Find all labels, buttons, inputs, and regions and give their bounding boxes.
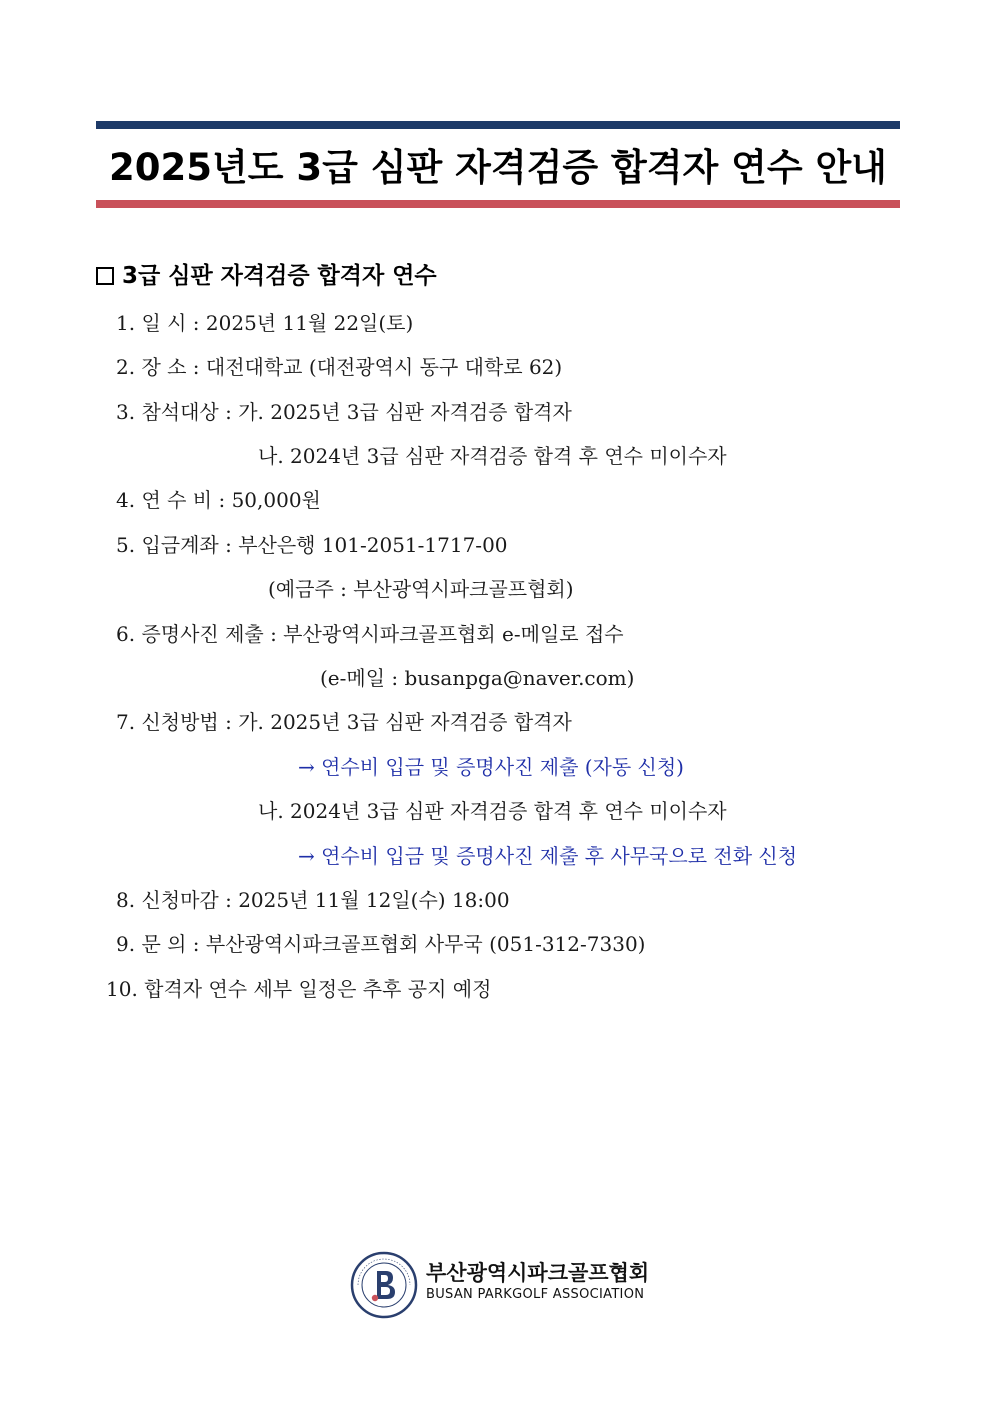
item-photo [116,617,624,651]
item-apply-label: 7. 신청방법 : [116,710,232,734]
item-account-holder-text: (예금주 : 부산광역시파크골프협회) [268,577,574,601]
item-account-label: 5. 입금계좌 : [116,533,232,557]
item-apply-value-b: 나. 2024년 3급 심판 자격검증 합격 후 연수 미이수자 [258,799,727,823]
item-date-label: 1. 일 시 : [116,311,200,335]
item-venue [116,350,562,384]
square-bullet-icon [96,267,114,285]
item-attendees-value-b: 나. 2024년 3급 심판 자격검증 합격 후 연수 미이수자 [258,444,727,468]
org-name-ko: 부산광역시파크골프협회 [426,1261,650,1285]
item-deadline [116,883,510,917]
item-date-value: 2025년 11월 22일(토) [205,311,414,335]
item-attendees-label: 3. 참석대상 : [116,400,232,424]
title-bottom-rule [96,200,900,208]
item-schedule-note-text: 10. 합격자 연수 세부 일정은 추후 공지 예정 [106,977,492,1001]
item-apply-arrow-a [298,750,684,784]
section-heading [96,258,437,294]
item-venue-value: 대전대학교 (대전광역시 동구 대학로 62) [205,355,563,379]
item-attendees [116,395,572,429]
item-apply [116,705,572,739]
item-account-holder [268,572,574,606]
item-photo-label: 6. 증명사진 제출 : [116,622,277,646]
page-title: 2025년도 3급 심판 자격검증 합격자 연수 안내 [109,146,887,189]
org-logo [350,1251,650,1321]
section-heading-text: 3급 심판 자격검증 합격자 연수 [122,263,437,289]
item-apply-arrow-a-text: → 연수비 입금 및 증명사진 제출 (자동 신청) [298,755,684,779]
item-account [116,528,508,562]
item-fee-value: 50,000원 [231,488,321,512]
item-photo-value: 부산광역시파크골프협회 e-메일로 접수 [283,622,624,646]
item-date [116,306,413,340]
title-top-rule [96,121,900,129]
item-attendees-b [258,439,727,473]
item-photo-email [320,661,634,695]
item-deadline-label: 8. 신청마감 : [116,888,232,912]
item-photo-email-text: (e-메일 : busanpga@naver.com) [320,666,635,690]
item-attendees-value-a: 가. 2025년 3급 심판 자격검증 합격자 [238,400,572,424]
item-apply-value-a: 가. 2025년 3급 심판 자격검증 합격자 [238,710,572,734]
item-contact-value: 부산광역시파크골프협회 사무국 (051-312-7330) [205,932,646,956]
org-name-en: BUSAN PARKGOLF ASSOCIATION [426,1287,645,1302]
item-apply-arrow-b [298,839,797,873]
item-deadline-value: 2025년 11월 12일(수) 18:00 [238,888,510,912]
item-contact-label: 9. 문 의 : [116,932,200,956]
item-apply-b [258,794,727,828]
item-apply-arrow-b-text: → 연수비 입금 및 증명사진 제출 후 사무국으로 전화 신청 [298,844,798,868]
item-schedule-note [106,972,491,1006]
item-venue-label: 2. 장 소 : [116,355,200,379]
item-fee-label: 4. 연 수 비 : [116,488,226,512]
item-account-value: 부산은행 101-2051-1717-00 [238,533,508,557]
item-fee [116,483,321,517]
association-seal-icon [350,1251,418,1319]
item-contact [116,927,645,961]
